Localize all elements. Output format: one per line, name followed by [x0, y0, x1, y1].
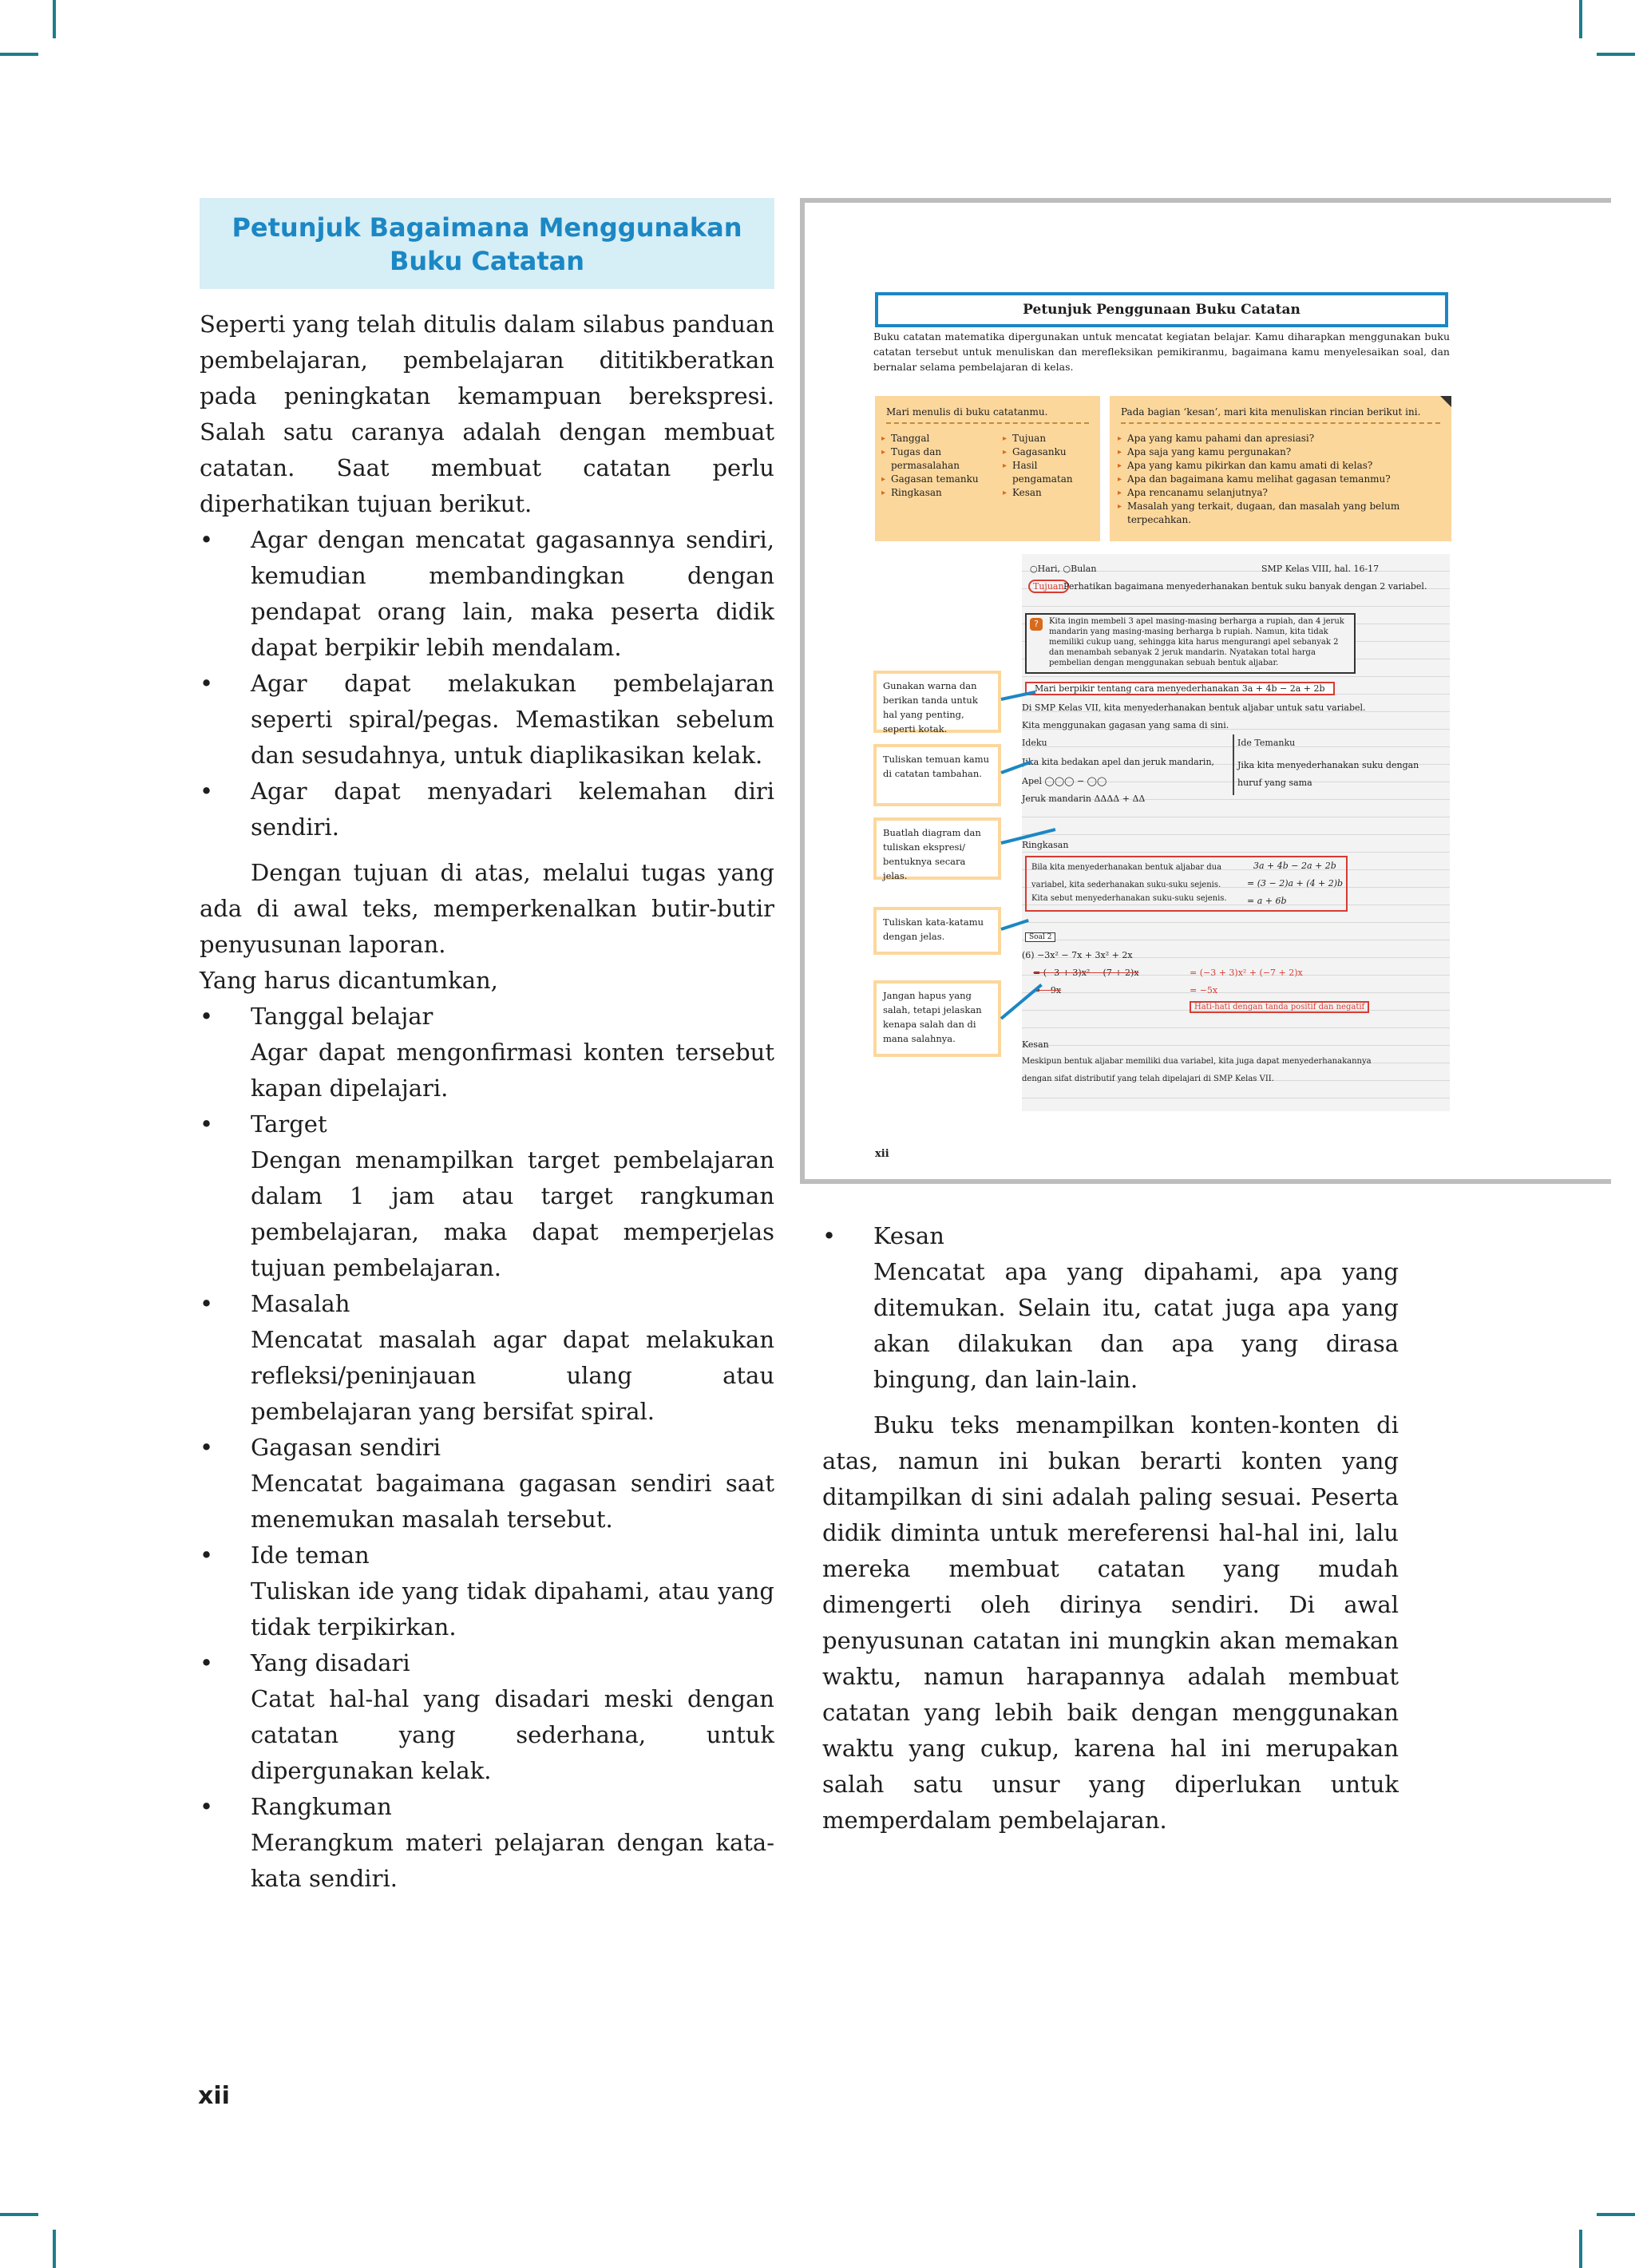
callout-note: Buatlah diagram dan tuliskan ekspresi/ bentuknya secara jelas. [873, 817, 1001, 880]
goal-list [200, 522, 774, 845]
box-item: ▸ Apa rencanamu selanjutnya? [1118, 486, 1443, 500]
box-item: ▸ Gagasan temanku [881, 473, 1003, 486]
goal-item: • Agar dapat melakukan pembelajaran seperti spiral/pegas. Memastikan sebelum dan sesudahnya, untuk diaplikasikan kelak. [200, 666, 774, 774]
writing-guide-box [875, 396, 1100, 541]
list-item [822, 1218, 1399, 1398]
crop-mark [0, 53, 38, 56]
column-heading: Ide Temanku [1237, 738, 1296, 748]
struck-math-line: = −9x [1033, 985, 1062, 995]
paragraph: Yang harus dicantumkan, [200, 967, 498, 994]
left-column [200, 198, 774, 1897]
item-title: • Gagasan sendiri [251, 1434, 441, 1461]
note-line: Di SMP Kelas VII, kita menyederhanakan bentuk aljabar untuk satu variabel. [1022, 703, 1366, 713]
box-item: ▸ Apa dan bagaimana kamu melihat gagasan temanmu? [1118, 473, 1443, 486]
section-title: Petunjuk Bagaimana Menggunakan Buku Catatan [200, 198, 774, 289]
crop-mark [1597, 2213, 1635, 2216]
note-line: Jika kita bedakan apel dan jeruk mandarin, [1022, 757, 1215, 767]
math-line: 3a + 4b − 2a + 2b [1253, 861, 1336, 871]
item-desc: Mencatat masalah agar dapat melakukan refleksi/peninjauan ulang atau pembelajaran yang bersifat spiral. [251, 1326, 774, 1425]
crop-mark [53, 0, 56, 38]
intro-paragraph: Seperti yang telah ditulis dalam silabus panduan pembelajaran, pembelajaran dititikberatkan pada peningkatan kemampuan berekspresi. Salah satu caranya adalah dengan membuat catatan. Saat membuat catatan perlu diperhatikan tujuan berikut. [200, 311, 774, 517]
page-corner-icon [1440, 396, 1451, 407]
notebook-page [1022, 554, 1450, 1111]
item-desc: Mencatat bagaimana gagasan sendiri saat menemukan masalah tersebut. [251, 1470, 774, 1533]
note-line: Apel ◯◯◯ − ◯◯ [1022, 776, 1107, 786]
impression-heading: Kesan [1022, 1039, 1049, 1050]
box-item: ▸ Ringkasan [881, 486, 1003, 500]
note-reference: SMP Kelas VIII, hal. 16-17 [1261, 564, 1380, 574]
item-desc: Agar dapat mengonfirmasi konten tersebut kapan dipelajari. [251, 1039, 774, 1102]
box-item: ▸ Apa yang kamu pikirkan dan kamu amati di kelas? [1118, 459, 1443, 473]
summary-text: Bila kita menyederhanakan bentuk aljabar dua variabel, kita sederhanakan suku-suku sejenis. [1031, 863, 1222, 889]
item-title: • Rangkuman [251, 1793, 392, 1820]
box-item: ▸ Apa yang kamu pahami dan apresiasi? [1118, 432, 1443, 445]
math-line: = a + 6b [1247, 896, 1287, 906]
goal-item: • Agar dapat menyadari kelemahan diri sendiri. [200, 774, 774, 845]
callout-note: Tuliskan temuan kamu di catatan tambahan. [873, 744, 1001, 806]
note-objective: Perhatikan bagaimana menyederhanakan bentuk suku banyak dengan 2 variabel. [1063, 581, 1427, 592]
note-line: Jeruk mandarin ΔΔΔΔ + ΔΔ [1022, 794, 1146, 804]
crop-mark [53, 2230, 56, 2268]
inset-intro: Buku catatan matematika dipergunakan untuk mencatat kegiatan belajar. Kamu diharapkan menggunakan buku catatan tersebut untuk menuliskan dan merefleksikan pemikiranmu, bagaimana kamu menyelesaikan soal, dan bernalar selama pembelajaran di kelas. [873, 331, 1450, 373]
crop-mark [1579, 0, 1582, 38]
contents-list [200, 999, 774, 1897]
note-date: ○Hari, ○Bulan [1030, 564, 1097, 574]
item-desc: Merangkum materi pelajaran dengan kata-kata sendiri. [251, 1829, 774, 1892]
item-title: • Masalah [251, 1290, 350, 1317]
problem-box [1025, 613, 1356, 674]
item-title: • Yang disadari [251, 1649, 410, 1676]
impression-line: dengan sifat distributif yang telah dipelajari di SMP Kelas VII. [1022, 1075, 1274, 1083]
column-heading: Ideku [1022, 738, 1047, 748]
item-desc: Mencatat apa yang dipahami, apa yang ditemukan. Selain itu, catat juga apa yang akan dilakukan dan apa yang dirasa bingung, dan lain-lain. [873, 1258, 1399, 1393]
box-item: ▸ Masalah yang terkait, dugaan, dan masalah yang belum terpecahkan. [1118, 500, 1443, 527]
item-title: • Kesan [873, 1222, 944, 1249]
notebook-example-figure [800, 198, 1584, 1184]
item-title: • Ide teman [251, 1542, 370, 1569]
list-item [200, 1538, 774, 1645]
box-heading: Mari menulis di buku catatanmu. [886, 406, 1048, 418]
box-item: ▸ Apa saja yang kamu pergunakan? [1118, 445, 1443, 459]
math-line: = (−3 + 3)x² + (−7 + 2)x [1190, 968, 1303, 978]
impression-line: Meskipun bentuk aljabar memiliki dua variabel, kita juga dapat menyederhanakannya [1022, 1057, 1372, 1066]
callout-note: Jangan hapus yang salah, tetapi jelaskan kenapa salah dan di mana salahnya. [873, 980, 1001, 1057]
right-column [822, 1218, 1399, 1839]
box-item: ▸ Tugas dan permasalahan [881, 445, 1003, 473]
math-line: (6) −3x² − 7x + 3x² + 2x [1022, 950, 1133, 960]
goal-item: • Agar dengan mencatat gagasannya sendiri, kemudian membandingkan dengan pendapat orang lain, maka peserta didik dapat berpikir lebih mendalam. [200, 522, 774, 666]
column-divider [1233, 734, 1234, 795]
box-item: ▸ Hasil pengamatan [1003, 459, 1094, 486]
inset-page-number: xii [875, 1148, 889, 1160]
list-item [200, 1286, 774, 1430]
note-line: Jika kita menyederhanakan suku dengan huruf yang sama [1237, 760, 1419, 788]
problem-text: Kita ingin membeli 3 apel masing-masing berharga a rupiah, dan 4 jeruk mandarin yang masing-masing berharga b rupiah. Namun, kita tidak memiliki cukup uang, sehingga kita harus mengurangi apel sebanyak 2 dan menambah sebanyak 2 jeruk mandarin. Nyatakan total harga pembelian dengan menggunakan sebuah bentuk aljabar. [1049, 617, 1344, 667]
impression-guide-box [1110, 396, 1451, 541]
inset-title: Petunjuk Penggunaan Buku Catatan [875, 292, 1448, 327]
math-line: = −5x [1190, 985, 1218, 995]
page-number: xii [198, 2082, 230, 2110]
box-item: ▸ Kesan [1003, 486, 1094, 500]
note-line: Kita menggunakan gagasan yang sama di sini. [1022, 720, 1229, 730]
box-item: ▸ Tujuan [1003, 432, 1094, 445]
crop-mark [1579, 2230, 1582, 2268]
crop-mark [1597, 53, 1635, 56]
item-desc: Catat hal-hal yang disadari meski dengan catatan yang sederhana, untuk dipergunakan kelak. [251, 1685, 774, 1784]
warning-note: Hati-hati dengan tanda positif dan negatif [1190, 1001, 1369, 1013]
box-item: ▸ Gagasanku [1003, 445, 1094, 459]
crop-mark [0, 2213, 38, 2216]
callout-note: Tuliskan kata-katamu dengan jelas. [873, 907, 1001, 955]
summary-text: Kita sebut menyederhanakan suku-suku sejenis. [1031, 894, 1227, 903]
closing-paragraph: Buku teks menampilkan konten-konten di atas, namun ini bukan berarti konten yang ditampilkan di sini adalah paling sesuai. Peserta didik diminta untuk mereferensi hal-hal ini, lalu mereka membuat catatan yang mudah dimengerti oleh dirinya sendiri. Di awal penyusunan catatan ini mungkin akan memakan waktu, namun harapannya adalah membuat catatan yang lebih baik dengan menggunakan waktu yang cukup, karena hal ini merupakan salah satu unsur yang diperlukan untuk memperdalam pembelajaran. [822, 1411, 1399, 1834]
list-item [200, 1430, 774, 1538]
list-item [200, 999, 774, 1106]
item-desc: Dengan menampilkan target pembelajaran dalam 1 jam atau target rangkuman pembelajaran, maka dapat memperjelas tujuan pembelajaran. [251, 1146, 774, 1281]
list-item [200, 1789, 774, 1897]
box-item: ▸ Tanggal [881, 432, 1003, 445]
list-item [200, 1645, 774, 1789]
question-icon: ? [1030, 618, 1043, 631]
struck-math-line: = (−3 + 3)x² − (7 + 2)x [1033, 968, 1139, 978]
contents-list-continued [822, 1218, 1399, 1398]
box-heading: Pada bagian ‘kesan’, mari kita menuliskan rincian berikut ini. [1121, 406, 1421, 418]
item-desc: Tuliskan ide yang tidak dipahami, atau yang tidak terpikirkan. [251, 1577, 774, 1641]
callout-note: Gunakan warna dan berikan tanda untuk hal yang penting, seperti kotak. [873, 671, 1001, 733]
list-item [200, 1106, 774, 1286]
think-prompt: Mari berpikir tentang cara menyederhanakan 3a + 4b − 2a + 2b [1025, 682, 1335, 695]
exercise-tag: Soal 2 [1025, 932, 1055, 942]
paragraph: Dengan tujuan di atas, melalui tugas yang ada di awal teks, memperkenalkan butir-butir penyusunan laporan. [200, 859, 774, 958]
item-title: • Target [251, 1110, 327, 1138]
math-line: = (3 − 2)a + (4 + 2)b [1247, 878, 1344, 889]
item-title: • Tanggal belajar [251, 1003, 433, 1030]
objective-tag: Tujuan [1028, 580, 1069, 593]
summary-heading: Ringkasan [1022, 840, 1069, 850]
